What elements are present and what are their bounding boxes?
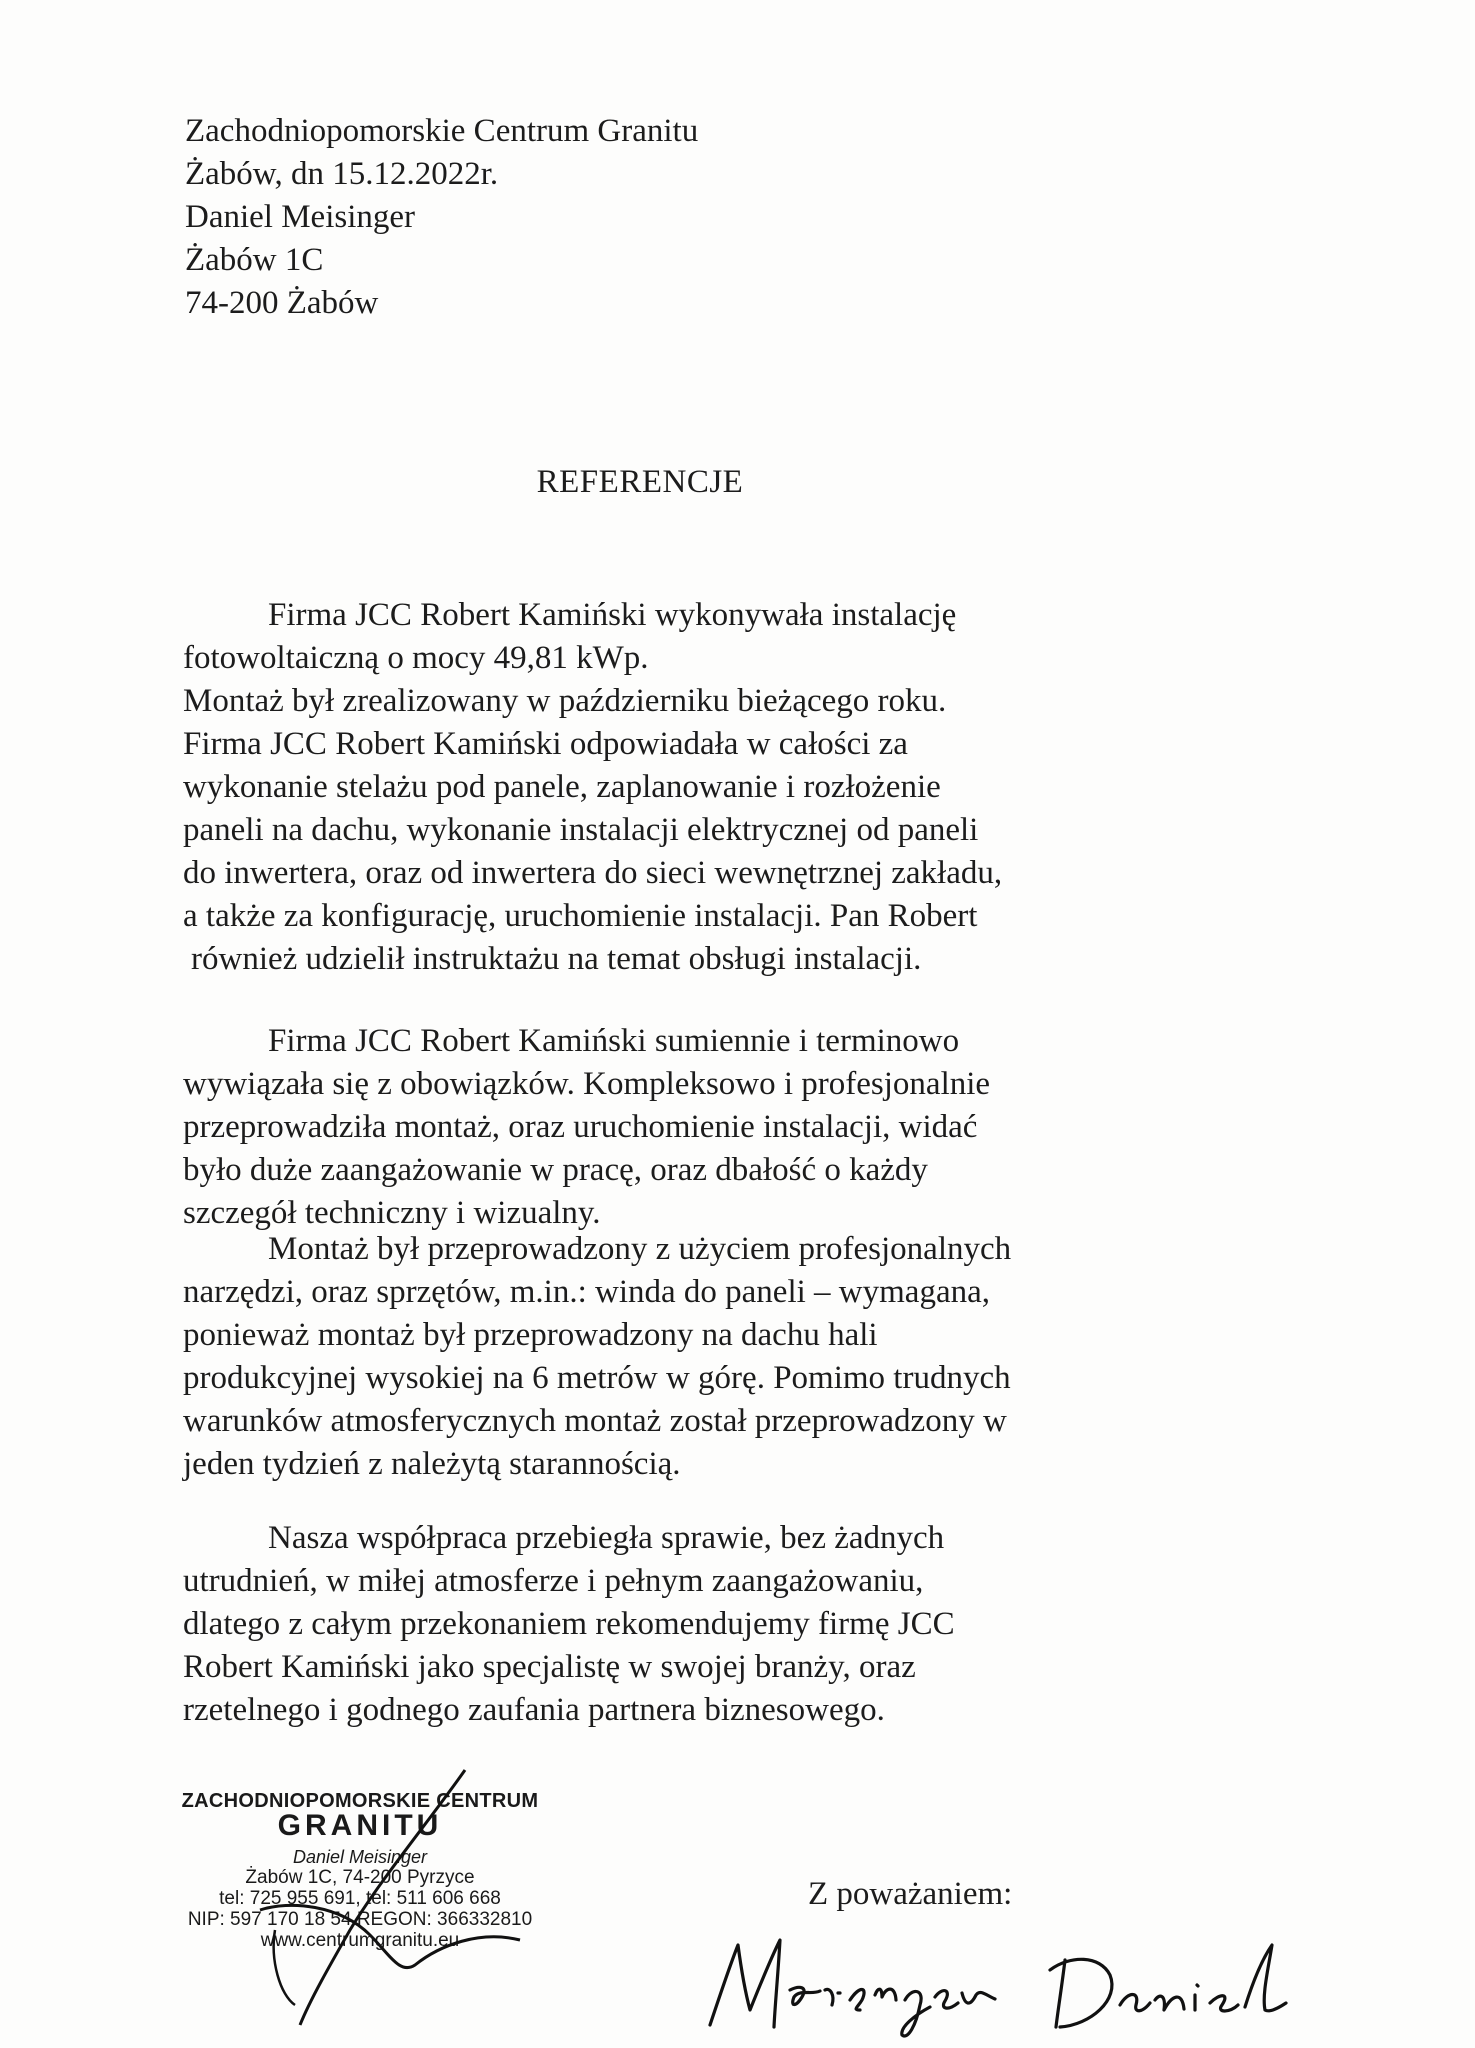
paragraph-2 [183, 1020, 990, 1235]
stamp-website: www.centrumgranitu.eu [260, 1930, 460, 1951]
stamp-phone: tel: 725 955 691, tel: 511 606 668 [219, 1888, 501, 1909]
closing-salutation: Z poważaniem: [808, 1876, 1013, 1912]
paragraph-line: Firma JCC Robert Kamiński wykonywała instalację [268, 597, 957, 633]
paragraph-line: Montaż był zrealizowany w październiku bieżącego roku. [183, 683, 947, 719]
paragraph-1 [183, 594, 1002, 981]
stamp-company-name: GRANITU [277, 1809, 443, 1842]
paragraph-line: a także za konfigurację, uruchomienie instalacji. Pan Robert [183, 898, 978, 934]
paragraph-line: Nasza współpraca przebiegła sprawie, bez żadnych [268, 1520, 945, 1556]
paragraph-line: Montaż był przeprowadzony z użyciem profesjonalnych [268, 1231, 1012, 1267]
sender-company: Zachodniopomorskie Centrum Granitu [185, 113, 699, 149]
sender-place-date: Żabów, dn 15.12.2022r. [185, 156, 499, 192]
stamp-tax-ids: NIP: 597 170 18 54 REGON: 366332810 [187, 1909, 533, 1930]
paragraph-line: utrudnień, w miłej atmosferze i pełnym zaangażowaniu, [183, 1563, 924, 1599]
paragraph-line: Robert Kamiński jako specjalistę w swojej branży, oraz [183, 1649, 916, 1685]
paragraph-line: paneli na dachu, wykonanie instalacji elektrycznej od paneli [183, 812, 979, 848]
paragraph-line: Firma JCC Robert Kamiński odpowiadała w całości za [183, 726, 908, 762]
paragraph-4 [183, 1517, 955, 1732]
paragraph-line: dlatego z całym przekonaniem rekomendujemy firmę JCC [183, 1606, 955, 1642]
stamp-address: Żabów 1C, 74-200 Pyrzyce [245, 1867, 475, 1888]
paragraph-line: ponieważ montaż był przeprowadzony na dachu hali [183, 1317, 878, 1353]
paragraph-line: jeden tydzień z należytą starannością. [183, 1446, 681, 1482]
sender-street: Żabów 1C [185, 242, 324, 278]
paragraph-3 [183, 1228, 1011, 1486]
stamp-initials-signature [200, 1760, 560, 2030]
paragraph-line: Firma JCC Robert Kamiński sumiennie i terminowo [268, 1023, 960, 1059]
paragraph-line: wykonanie stelażu pod panele, zaplanowanie i rozłożenie [183, 769, 941, 805]
paragraph-line: rzetelnego i godnego zaufania partnera biznesowego. [183, 1692, 885, 1728]
paragraph-line: narzędzi, oraz sprzętów, m.in.: winda do paneli – wymagana, [183, 1274, 990, 1310]
paragraph-line: warunków atmosferycznych montaż został przeprowadzony w [183, 1403, 1007, 1439]
stamp-owner-name: Daniel Meisinger [292, 1847, 428, 1867]
paragraph-line: szczegół techniczny i wizualny. [183, 1195, 601, 1231]
sender-name: Daniel Meisinger [185, 199, 416, 235]
stamp-company-line: ZACHODNIOPOMORSKIE CENTRUM [181, 1790, 539, 1812]
paragraph-line: fotowoltaiczną o mocy 49,81 kWp. [183, 640, 649, 676]
paragraph-line: produkcyjnej wysokiej na 6 metrów w górę. Pomimo trudnych [183, 1360, 1011, 1396]
paragraph-line: do inwertera, oraz od inwertera do sieci wewnętrznej zakładu, [183, 855, 1003, 891]
paragraph-line: wywiązała się z obowiązków. Kompleksowo i profesjonalnie [183, 1066, 991, 1102]
paragraph-line: również udzielił instruktażu na temat obsługi instalacji. [191, 941, 922, 977]
document-title: REFERENCJE [536, 464, 744, 500]
paragraph-line: było duże zaangażowanie w pracę, oraz dbałość o każdy [183, 1152, 928, 1188]
sender-address-block [185, 110, 698, 325]
handwritten-signature [690, 1915, 1290, 2045]
sender-postal: 74-200 Żabów [185, 285, 379, 321]
paragraph-line: przeprowadziła montaż, oraz uruchomienie instalacji, widać [183, 1109, 978, 1145]
